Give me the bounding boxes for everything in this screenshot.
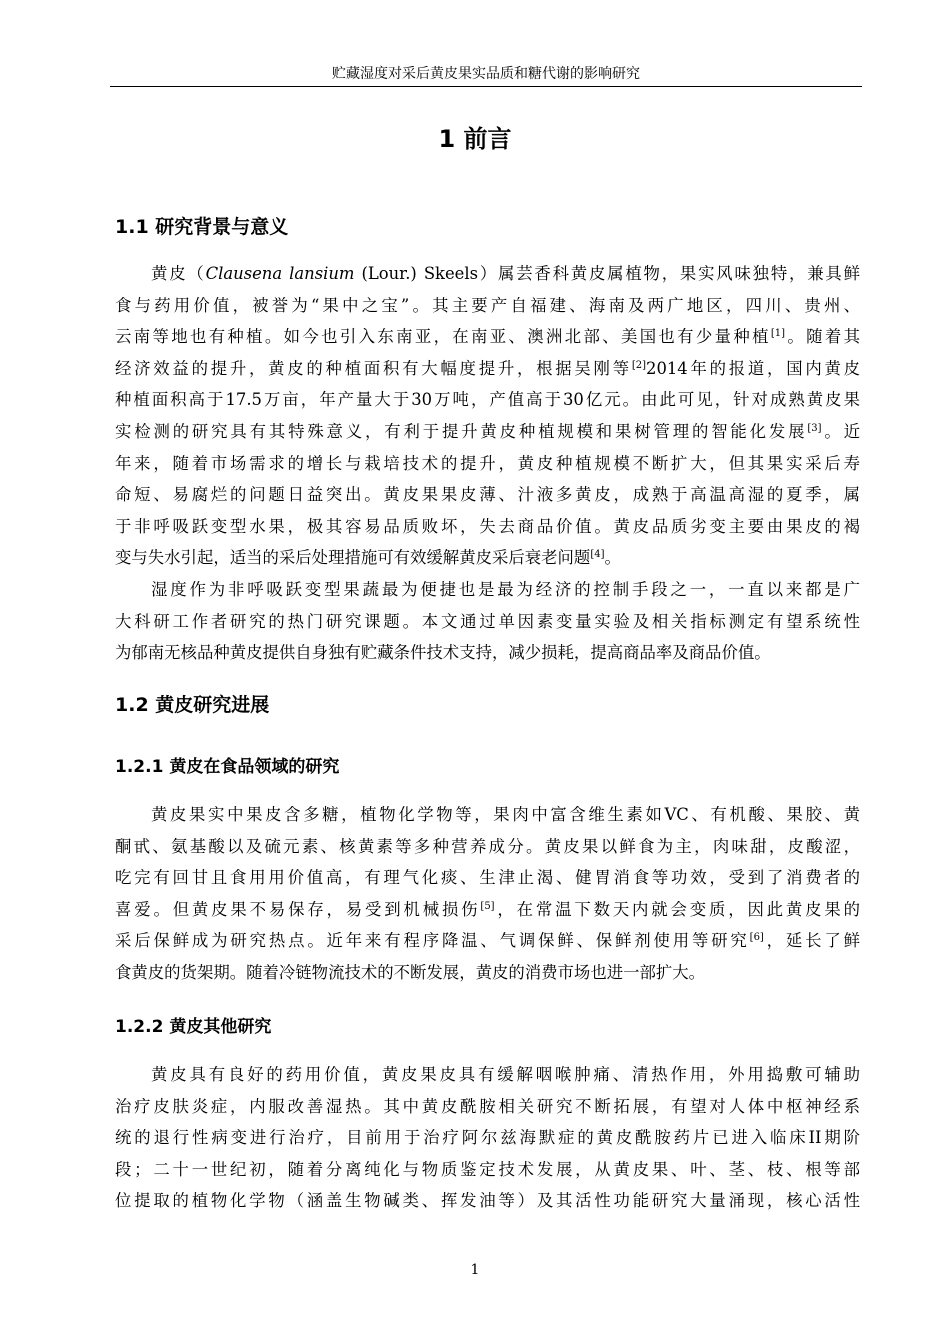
text-line: 采后保鲜成为研究热点。近年来有程序降温、气调保鲜、保鲜剂使用等研究[6]，延长了鲜 (115, 931, 860, 951)
subsection-heading-1-2-2: 1.2.2 黄皮其他研究 (115, 1017, 272, 1037)
section-heading-1-1: 1.1 研究背景与意义 (115, 216, 289, 238)
header-rule (110, 86, 862, 87)
text-line: 食与药用价值，被誉为“果中之宝”。其主要产自福建、海南及两广地区，四川、贵州、 (115, 295, 860, 315)
text-line: 于非呼吸跃变型水果，极其容易品质败坏，失去商品价值。黄皮品质劣变主要由果皮的褐 (115, 516, 860, 536)
text-line: 黄皮（Clausena lansium (Lour.) Skeels）属芸香科黄皮属植物，果实风味独特，兼具鲜 (151, 264, 860, 283)
citation-ref: [6] (749, 932, 764, 944)
text-line: 湿度作为非呼吸跃变型果蔬最为便捷也是最为经济的控制手段之一，一直以来都是广 (151, 580, 860, 599)
running-header: 贮藏湿度对采后黄皮果实品质和糖代谢的影响研究 (332, 66, 640, 82)
text-line: 统的退行性病变进行治疗，目前用于治疗阿尔兹海默症的黄皮酰胺药片已进入临床II期阶 (115, 1128, 860, 1148)
paragraph-other-research (115, 1059, 860, 1217)
paragraph-humidity (115, 574, 860, 669)
citation-ref: [2] (631, 359, 647, 371)
text-line: 云南等地也有种植。如今也引入东南亚，在南亚、澳洲北部、美国也有少量种植[1]。随着其 (115, 327, 860, 347)
text-line: 年来，随着市场需求的增长与栽培技术的提升，黄皮种植规模不断扩大，但其果实采后寿 (115, 453, 860, 473)
text-line: 段；二十一世纪初，随着分离纯化与物质鉴定技术发展，从黄皮果、叶、茎、枝、根等部 (115, 1159, 860, 1179)
page-number: 1 (470, 1262, 480, 1278)
text-line: 为郁南无核品种黄皮提供自身独有贮藏条件技术支持，减少损耗，提高商品率及商品价值。 (115, 643, 771, 663)
text-line: 经济效益的提升，黄皮的种植面积有大幅度提升，根据吴刚等[2]2014年的报道，国内黄皮 (115, 358, 860, 378)
citation-ref: [1] (770, 328, 786, 340)
citation-ref: [3] (807, 422, 822, 434)
text-line: 变与失水引起，适当的采后处理措施可有效缓解黄皮采后衰老问题[4]。 (115, 548, 621, 568)
chapter-title: 1 前言 (438, 125, 512, 153)
text-line: 实检测的研究具有其特殊意义，有利于提升黄皮种植规模和果树管理的智能化发展[3]。近 (115, 421, 860, 441)
subsection-heading-1-2-1: 1.2.1 黄皮在食品领域的研究 (115, 757, 340, 777)
text-line: 大科研工作者研究的热门研究课题。本文通过单因素变量实验及相关指标测定有望系统性 (115, 611, 860, 631)
latin-name: Clausena lansium (205, 264, 355, 283)
citation-ref: [5] (480, 900, 495, 912)
text-line: 种植面积高于17.5万亩，年产量大于30万吨，产值高于30亿元。由此可见，针对成熟黄皮果 (115, 390, 860, 410)
text-line: 治疗皮肤炎症，内服改善湿热。其中黄皮酰胺相关研究不断拓展，有望对人体中枢神经系 (115, 1096, 860, 1116)
text-line: 位提取的植物化学物（涵盖生物碱类、挥发油等）及其活性功能研究大量涌现，核心活性 (115, 1191, 860, 1211)
text-line: 黄皮果实中果皮含多糖，植物化学物等，果肉中富含维生素如VC、有机酸、果胶、黄 (151, 805, 860, 824)
paragraph-food-research (115, 799, 860, 989)
section-heading-1-2: 1.2 黄皮研究进展 (115, 694, 270, 716)
text-line: 吃完有回甘且食用用价值高，有理气化痰、生津止渴、健胃消食等功效，受到了消费者的 (115, 868, 860, 888)
text-line: 黄皮具有良好的药用价值，黄皮果皮具有缓解咽喉肿痛、清热作用，外用捣敷可辅助 (151, 1065, 860, 1084)
citation-ref: [4] (590, 549, 605, 561)
text-line: 命短、易腐烂的问题日益突出。黄皮果果皮薄、汁液多黄皮，成熟于高温高湿的夏季，属 (115, 485, 860, 505)
text-line: 酮甙、氨基酸以及硫元素、核黄素等多种营养成分。黄皮果以鲜食为主，肉味甜，皮酸涩， (115, 836, 860, 856)
text-line: 食黄皮的货架期。随着冷链物流技术的不断发展，黄皮的消费市场也进一部扩大。 (115, 962, 706, 982)
paragraph-background (115, 258, 860, 574)
text-line: 喜爱。但黄皮果不易保存，易受到机械损伤[5]，在常温下数天内就会变质，因此黄皮果的 (115, 899, 860, 919)
